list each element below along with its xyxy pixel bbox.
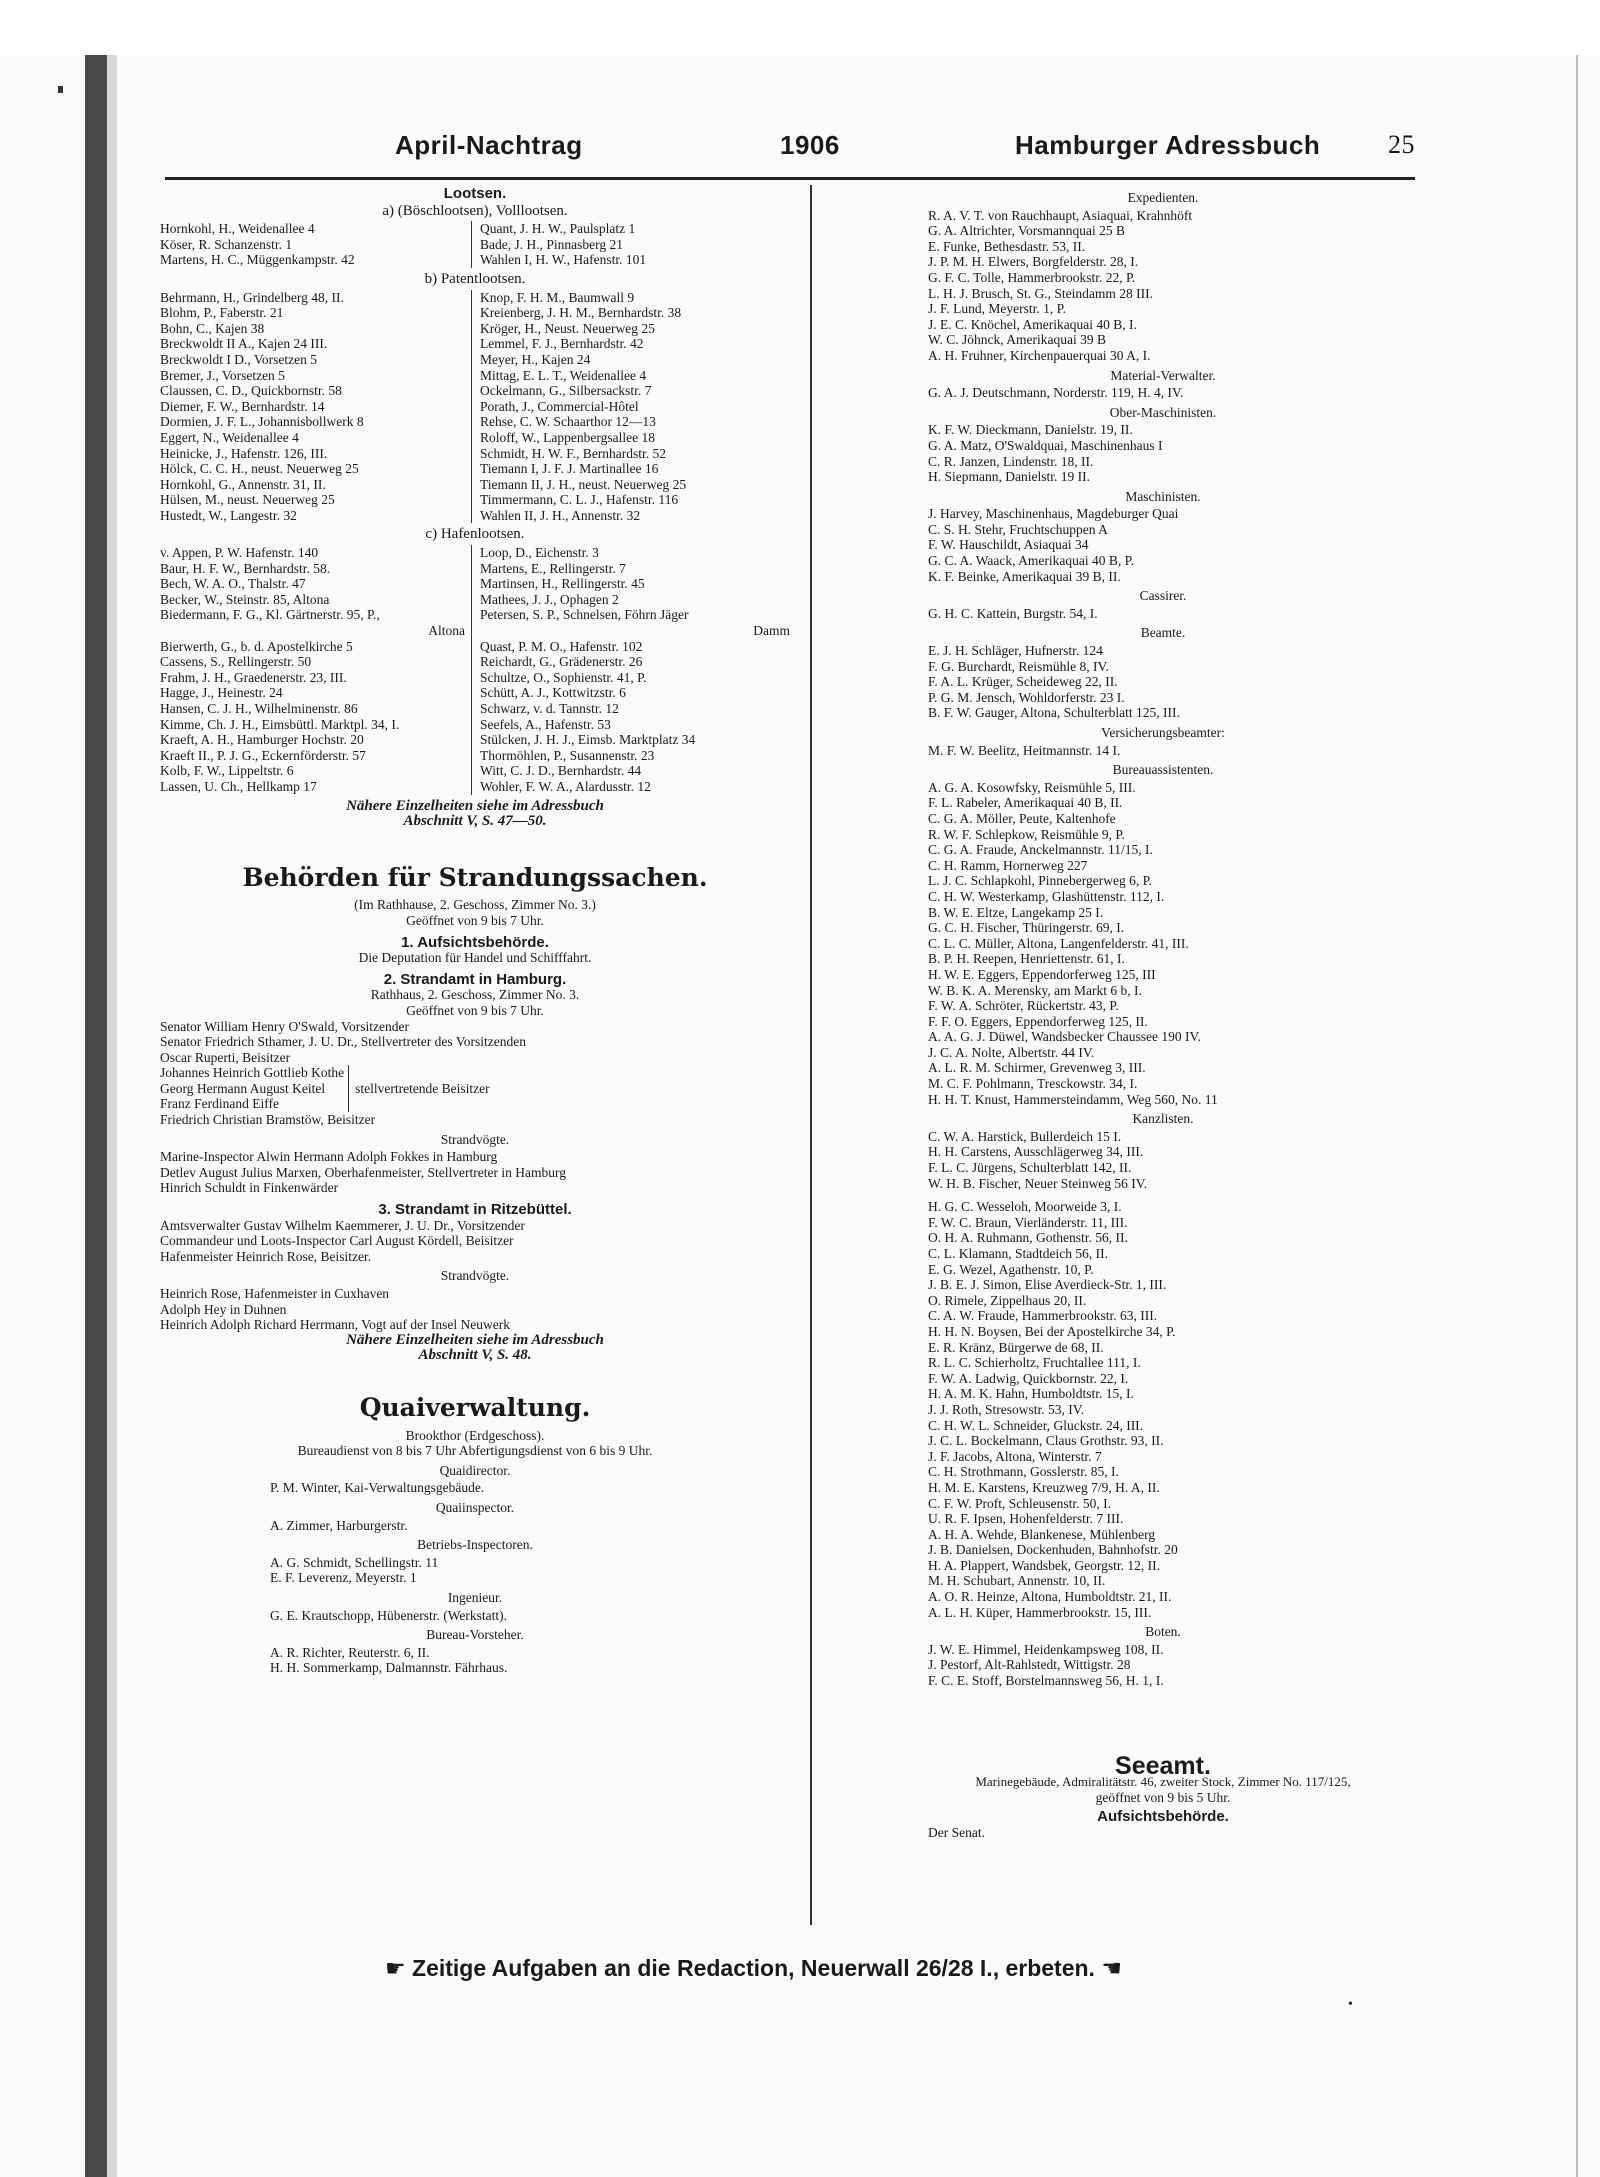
list-item: Thormöhlen, P., Susannenstr. 23 [480,747,655,763]
list-item: Martinsen, H., Rellingerstr. 45 [480,576,645,592]
list-item: F. W. A. Ladwig, Quickbornstr. 22, I. [928,1370,1129,1386]
right-column [928,186,1398,1841]
list-item: J. B. E. J. Simon, Elise Averdieck-Str. 1, III. [928,1277,1167,1293]
s2-vogt [160,1149,790,1196]
page-number: 25 [1388,130,1415,159]
lootsen-c-title: c) Hafenlootsen. [425,526,525,543]
list-item: J. C. A. Nolte, Albertstr. 44 IV. [928,1044,1095,1060]
list-item: Hinrich Schuldt in Finkenwärder [160,1180,339,1196]
footer-text: Zeitige Aufgaben an die Redaction, Neuerwall 26/28 I., erbeten. [412,1955,1095,1981]
header-year: 1906 [780,130,840,160]
scan-margin [0,0,1600,55]
list-item: C. L. Klamann, Stadtdeich 56, II. [928,1246,1108,1261]
list-item: K. F. W. Dieckmann, Danielstr. 19, II. [928,422,1133,438]
list-item: C. R. Janzen, Lindenstr. 18, II. [928,453,1094,469]
list-item: Hölck, C. C. H., neust. Neuerweg 25 [160,461,359,477]
list-item: Mathees, J. J., Ophagen 2 [480,591,619,607]
list-item: Hagge, J., Heinestr. 24 [160,685,283,701]
list-item: Marine-Inspector Alwin Hermann Adolph Fokkes in Hamburg [160,1149,498,1165]
list-item: v. Appen, P. W. Hafenstr. 140 [160,545,319,561]
list-item: C. F. W. Proft, Schleusenstr. 50, I. [928,1495,1112,1511]
lootsen-b-title: b) Patentlootsen. [424,270,526,287]
section-title: Boten. [1145,1624,1181,1640]
list-item: A. R. Richter, Reuterstr. 6, II. [270,1644,430,1660]
list-item: Georg Hermann August Keitel [160,1080,326,1096]
list-item: Seefels, A., Hafenstr. 53 [480,716,611,732]
list-item: Hornkohl, H., Weidenallee 4 [160,221,315,237]
lootsen-note-1: Nähere Einzelheiten siehe im Adressbuch [346,797,604,814]
list-item: G. A. Matz, O'Swaldquai, Maschinenhaus I [928,437,1163,453]
section-title: Beamte. [1140,625,1186,641]
list-item: Tiemann I, J. F. J. Martinallee 16 [480,461,659,477]
list-item: A. O. R. Heinze, Altona, Humboldtstr. 21, II. [928,1589,1172,1605]
list-item: Cassens, S., Rellingerstr. 50 [160,654,312,670]
list-item: H. G. C. Wesseloh, Moorweide 3, I. [928,1199,1122,1215]
list-item: W. B. K. A. Merensky, am Markt 6 b, I. [928,982,1142,998]
list-item: R. W. F. Schlepkow, Reismühle 9, P. [928,826,1125,842]
s2-last: Friedrich Christian Bramstöw, Beisitzer [160,1112,376,1128]
section-body [928,422,1398,484]
list-item: R. L. C. Schierholtz, Fruchtallee 111, I. [928,1355,1141,1371]
list-item: Claussen, C. D., Quickbornstr. 58 [160,383,342,399]
list-item: M. F. W. Beelitz, Heitmannstr. 14 I. [928,742,1121,758]
list-item: Kreienberg, J. H. M., Bernhardstr. 38 [480,305,682,321]
lootsen-a-title: a) (Böschlootsen), Volllootsen. [382,202,568,219]
list-item: B. P. H. Reepen, Henriettenstr. 61, I. [928,951,1125,967]
list-item: Becker, W., Steinstr. 85, Altona [160,591,330,607]
list-item: H. A. M. K. Hahn, Humboldtstr. 15, I. [928,1386,1134,1402]
list-item: Meyer, H., Kajen 24 [480,351,591,367]
lootsen-c-right [472,545,790,795]
list-item: J. Pestorf, Alt-Rahlstedt, Wittigstr. 28 [928,1657,1131,1673]
quai-sections [160,1463,790,1676]
list-item: W. C. Jöhnck, Amerikaquai 39 B [928,332,1106,348]
list-item: Reichardt, G., Grädenerstr. 26 [480,654,643,670]
s2-brace-label: stellvertretende Beisitzer [355,1080,490,1096]
lootsen-b-list [160,290,790,524]
list-item: Biedermann, F. G., Kl. Gärtnerstr. 95, P., [160,607,380,623]
list-item: A. H. A. Wehde, Blankenese, Mühlenberg [928,1526,1156,1542]
list-item: G. C. A. Waack, Amerikaquai 40 B, P. [928,553,1135,569]
seeamt-sub: Aufsichtsbehörde. [1097,1808,1229,1826]
header-title: Hamburger Adressbuch [1015,130,1321,160]
list-item: C. S. H. Stehr, Fruchtschuppen A [928,521,1108,537]
list-item: Altona [428,623,465,639]
section-body [928,208,1398,364]
list-item: Wahlen II, J. H., Annenstr. 32 [480,507,641,523]
list-item: C. H. Strothmann, Gosslerstr. 85, I. [928,1464,1119,1480]
seeamt-last: Der Senat. [928,1825,985,1840]
list-item: Heinicke, J., Hafenstr. 126, III. [160,445,328,461]
section-title: Quaiinspector. [435,1499,515,1515]
list-item: O. H. A. Ruhmann, Gothenstr. 56, II. [928,1230,1128,1246]
list-item: Eggert, N., Weidenallee 4 [160,429,299,445]
list-item: Senator William Henry O'Swald, Vorsitzender [160,1018,409,1034]
list-item: J. C. L. Bockelmann, Claus Grothstr. 93, II. [928,1433,1164,1449]
list-item: Hülsen, M., neust. Neuerweg 25 [160,492,335,508]
section-title: Bureau-Vorsteher. [426,1627,524,1643]
s2-intro-2: Geöffnet von 9 bis 7 Uhr. [406,1002,544,1018]
list-item: M. H. Schubart, Annenstr. 10, II. [928,1573,1106,1589]
list-item: C. G. A. Fraude, Anckelmannstr. 11/15, I. [928,842,1153,858]
list-item: Rehse, C. W. Schaarthor 12—13 [480,414,656,430]
list-item: Diemer, F. W., Bernhardstr. 14 [160,398,325,414]
list-item: J. F. Lund, Meyerstr. 1, P. [928,301,1067,317]
list-item: Bohn, C., Kajen 38 [160,320,265,336]
list-item: Hafenmeister Heinrich Rose, Beisitzer. [160,1248,372,1264]
hand-left-icon: ☚ [1101,1956,1122,1982]
s2-brace-names [160,1065,349,1112]
list-item: A. L. R. M. Schirmer, Grevenweg 3, III. [928,1060,1146,1076]
list-item: Petersen, S. P., Schnelsen, Föhrn Jäger [480,607,689,623]
strandung-note-1: Nähere Einzelheiten siehe im Adressbuch [346,1331,604,1348]
lootsen-a-list [160,221,790,268]
strandung-note-2: Abschnitt V, S. 48. [418,1347,532,1364]
list-item: Frahm, J. H., Graedenerstr. 23, III. [160,669,347,685]
section-title: Expedienten. [1127,190,1199,205]
list-item: H. H. T. Knust, Hammersteindamm, Weg 560, No. 11 [928,1091,1218,1107]
list-item: J. Harvey, Maschinenhaus, Magdeburger Quai [928,506,1179,522]
list-item: Mittag, E. L. T., Weidenallee 4 [480,367,647,383]
list-item: B. F. W. Gauger, Altona, Schulterblatt 125, III. [928,705,1180,721]
section-title: Material-Verwalter. [1110,367,1216,383]
list-item: Kröger, H., Neust. Neuerweg 25 [480,320,655,336]
list-item: H. H. Sommerkamp, Dalmannstr. Fährhaus. [270,1660,508,1676]
section-title: Ingenieur. [447,1589,503,1605]
s3-vogt [160,1286,790,1333]
s2-brace-group [160,1065,790,1112]
list-item: Baur, H. F. W., Bernhardstr. 58. [160,560,331,576]
list-item: E. J. H. Schläger, Hufnerstr. 124 [928,643,1103,659]
s2-intro-1: Rathhaus, 2. Geschoss, Zimmer No. 3. [370,987,580,1003]
header-left: April-Nachtrag [395,130,583,160]
list-item: E. Funke, Bethesdastr. 53, II. [928,238,1086,254]
section-body [160,1645,790,1676]
list-item: Witt, C. J. D., Bernhardstr. 44 [480,763,642,779]
page-edge [1576,55,1578,2177]
list-item: E. F. Leverenz, Meyerstr. 1 [270,1570,417,1586]
list-item: Commandeur und Loots-Inspector Carl August Kördell, Beisitzer [160,1233,514,1249]
list-item: F. W. C. Braun, Vierländerstr. 11, III. [928,1214,1128,1230]
list-item: Heinrich Adolph Richard Herrmann, Vogt auf der Insel Neuwerk [160,1317,511,1333]
lootsen-a-left [160,221,472,268]
list-item: P. M. Winter, Kai-Verwaltungsgebäude. [270,1480,485,1496]
list-item: A. L. H. Küper, Hammerbrookstr. 15, III. [928,1604,1152,1620]
list-item: Quant, J. H. W., Paulsplatz 1 [480,221,636,237]
lootsen-c-left [160,545,472,795]
list-item: P. G. M. Jensch, Wohldorferstr. 23 I. [928,689,1125,705]
list-item: Behrmann, H., Grindelberg 48, II. [160,289,344,305]
section-body [160,1480,790,1496]
list-item: Heinrich Rose, Hafenmeister in Cuxhaven [160,1286,390,1301]
section-title: Kanzlisten. [1132,1111,1194,1127]
section-body [928,1129,1398,1191]
list-item: Köser, R. Schanzenstr. 1 [160,236,293,252]
list-item: Franz Ferdinand Eiffe [160,1096,279,1112]
list-item: E. G. Wezel, Agathenstr. 10, P. [928,1261,1094,1277]
list-item: Wohler, F. W. A., Alardusstr. 12 [480,778,651,794]
list-item: J. J. Roth, Stresowstr. 53, IV. [928,1401,1085,1417]
lootsen-c-list [160,545,790,795]
list-item: Roloff, W., Lappenbergsallee 18 [480,429,655,445]
section-body [928,743,1398,759]
list-item: Johannes Heinrich Gottlieb Kothe [160,1065,345,1081]
list-item: F. L. C. Jürgens, Schulterblatt 142, II. [928,1160,1132,1176]
list-item: C. H. Ramm, Hornerweg 227 [928,857,1088,873]
list-item: H. A. Plappert, Wandsbek, Georgstr. 12, II. [928,1557,1161,1573]
list-item: Kolb, F. W., Lippeltstr. 6 [160,763,294,779]
list-item: Hustedt, W., Langestr. 32 [160,507,297,523]
quai-intro-2: Bureaudienst von 8 bis 7 Uhr Abfertigungsdienst von 6 bis 9 Uhr. [297,1443,653,1459]
list-item: H. Siepmann, Danielstr. 19 II. [928,469,1090,485]
s2-members [160,1019,790,1066]
list-item: Breckwoldt I D., Vorsetzen 5 [160,351,317,367]
right-sections [928,190,1398,1689]
list-item: C. H. W. L. Schneider, Gluckstr. 24, III. [928,1417,1144,1433]
list-item: O. Rimele, Zippelhaus 20, II. [928,1292,1087,1308]
list-item: Ockelmann, G., Silbersackstr. 7 [480,383,652,399]
list-item: Lemmel, F. J., Bernhardstr. 42 [480,336,644,352]
lootsen-b-left [160,290,472,524]
list-item: Kraeft II., P. J. G., Eckernförderstr. 57 [160,747,366,763]
section-title: Ober-Maschinisten. [1109,404,1217,420]
footer-notice [385,1955,1285,1982]
list-item: Bremer, J., Vorsetzen 5 [160,367,285,383]
section-title: Betriebs-Inspectoren. [417,1537,533,1553]
list-item: B. W. E. Eltze, Langekamp 25 I. [928,904,1104,920]
section-body [928,606,1398,622]
list-item: G. F. C. Tolle, Hammerbrookstr. 22, P. [928,269,1136,285]
ink-dot: • [1348,1997,1353,2012]
list-item: Schütt, A. J., Kottwitzstr. 6 [480,685,626,701]
list-item: F. W. Hauschildt, Asiaquai 34 [928,537,1089,553]
list-item: A. G. A. Kosowfsky, Reismühle 5, III. [928,779,1136,795]
list-item: Schmidt, H. W. F., Bernhardstr. 52 [480,445,667,461]
s3-vogt-title: Strandvögte. [440,1268,510,1284]
list-item: A. A. G. J. Düwel, Wandsbecker Chaussee 190 IV. [928,1029,1201,1045]
list-item: A. G. Schmidt, Schellingstr. 11 [270,1554,439,1570]
section-title: Versicherungsbeamter: [1101,725,1225,740]
seeamt-title: Seeamt. [1115,1751,1211,1780]
list-item: Amtsverwalter Gustav Wilhelm Kaemmerer, J. U. Dr., Vorsitzender [160,1217,525,1233]
strandung-intro-2: Geöffnet von 9 bis 7 Uhr. [406,912,544,928]
list-item: Damm [753,623,790,639]
list-item: C. L. C. Müller, Altona, Langenfelderstr. 41, III. [928,935,1189,951]
list-item: Knop, F. H. M., Baumwall 9 [480,289,635,305]
section-body [928,780,1398,1107]
list-item: J. W. E. Himmel, Heidenkampsweg 108, II. [928,1641,1164,1657]
page-header [165,130,1415,166]
section-body [928,1199,1398,1620]
list-item: Detlev August Julius Marxen, Oberhafenmeister, Stellvertreter in Hamburg [160,1164,566,1180]
lootsen-note-2: Abschnitt V, S. 47—50. [403,813,547,830]
list-item: Tiemann II, J. H., neust. Neuerweg 25 [480,476,687,492]
list-item: Kimme, Ch. J. H., Eimsbüttl. Marktpl. 34, I. [160,716,400,732]
list-item: J. E. C. Knöchel, Amerikaquai 40 B, I. [928,316,1137,332]
section-title: Bureauassistenten. [1112,762,1214,778]
section-body [160,1555,790,1586]
list-item: C. W. A. Harstick, Bullerdeich 15 I. [928,1128,1122,1144]
list-item: G. C. H. Fischer, Thüringerstr. 69, I. [928,920,1125,936]
list-item: Hansen, C. J. H., Wilhelminenstr. 86 [160,701,358,716]
seeamt-line-1: Marinegebäude, Admiralitätstr. 46, zweiter Stock, Zimmer No. 117/125, [975,1774,1351,1790]
list-item: F. F. O. Eggers, Eppendorferweg 125, II. [928,1013,1148,1029]
quai-intro-1: Brookthor (Erdgeschoss). [405,1427,545,1443]
list-item: A. Zimmer, Harburgerstr. [270,1517,408,1533]
section-body [928,1642,1398,1689]
book-spine [85,55,107,2177]
list-item: C. H. W. Westerkamp, Glashüttenstr. 112, I. [928,888,1165,904]
list-item: G. A. J. Deutschmann, Norderstr. 119, H. 4, IV. [928,385,1184,401]
scan-mark [58,86,63,93]
list-item: H. H. Carstens, Ausschlägerweg 34, III. [928,1144,1144,1160]
list-item: Quast, P. M. O., Hafenstr. 102 [480,638,643,654]
list-item: K. F. Beinke, Amerikaquai 39 B, II. [928,568,1121,584]
s2-title: 2. Strandamt in Hamburg. [383,970,567,988]
section-body [928,385,1398,401]
s1-text: Die Deputation für Handel und Schifffahrt. [358,950,592,966]
list-item: G. H. C. Kattein, Burgstr. 54, I. [928,605,1098,621]
list-item: Martens, H. C., Müggenkampstr. 42 [160,252,355,268]
list-item: Porath, J., Commercial-Hôtel [480,398,639,414]
list-item: Kraeft, A. H., Hamburger Hochstr. 20 [160,732,364,748]
quai-title: Quaiverwaltung. [359,1392,591,1422]
list-item: R. A. V. T. von Rauchhaupt, Asiaquai, Krahnhöft [928,207,1193,223]
list-item: J. P. M. H. Elwers, Borgfelderstr. 28, I. [928,254,1139,270]
list-item: Stülcken, J. H. J., Eimsb. Marktplatz 34 [480,732,696,748]
section-gap [928,1191,1398,1199]
list-item: H. W. E. Eggers, Eppendorferweg 125, III [928,966,1156,982]
list-item: Dormien, J. F. L., Johannisbollwerk 8 [160,414,364,430]
list-item: F. W. A. Schröter, Rückertstr. 43, P. [928,998,1119,1014]
list-item: F. C. E. Stoff, Borstelmannsweg 56, H. 1, I. [928,1673,1164,1689]
list-item: E. R. Kränz, Bürgerwe de 68, II. [928,1339,1104,1355]
strandung-intro-1: (Im Rathhause, 2. Geschoss, Zimmer No. 3.) [354,897,596,913]
list-item: Martens, E., Rellingerstr. 7 [480,560,626,576]
list-item: G. E. Krautschopp, Hübenerstr. (Werkstatt). [270,1607,507,1623]
list-item: J. B. Danielsen, Dockenhuden, Bahnhofstr. 20 [928,1542,1178,1558]
list-item: C. G. A. Möller, Peute, Kaltenhofe [928,810,1116,826]
list-item: Schultze, O., Sophienstr. 41, P. [480,669,647,685]
spine-shadow [107,55,117,2177]
column-divider [810,185,812,1925]
lootsen-a-right [472,221,790,268]
list-item: H. M. E. Karstens, Kreuzweg 7/9, H. A, II. [928,1479,1160,1495]
list-item: C. A. W. Fraude, Hammerbrookstr. 63, III. [928,1308,1158,1324]
section-title: Quaidirector. [439,1462,511,1478]
list-item: Wahlen I, H. W., Hafenstr. 101 [480,252,647,268]
list-item: Schwarz, v. d. Tannstr. 12 [480,701,619,716]
list-item: L. J. C. Schlapkohl, Pinnebergerweg 6, P. [928,873,1152,889]
list-item: F. L. Rabeler, Amerikaquai 40 B, II. [928,795,1123,811]
section-title: Maschinisten. [1125,488,1201,504]
section-body [160,1608,790,1624]
lootsen-b-right [472,290,790,524]
section-body [928,643,1398,721]
seeamt-line-2: geöffnet von 9 bis 5 Uhr. [1095,1789,1231,1805]
list-item: M. C. F. Pohlmann, Tresckowstr. 34, I. [928,1076,1138,1092]
list-item: Senator Friedrich Sthamer, J. U. Dr., Stellvertreter des Vorsitzenden [160,1034,527,1050]
list-item: Lassen, U. Ch., Hellkamp 17 [160,778,317,794]
list-item: G. A. Altrichter, Vorsmannquai 25 B [928,223,1125,239]
left-column [160,186,790,1676]
list-item: L. H. J. Brusch, St. G., Steindamm 28 III. [928,285,1153,301]
strandung-title: Behörden für Strandungssachen. [242,862,708,892]
list-item: Adolph Hey in Duhnen [160,1301,287,1317]
list-item: Blohm, P., Faberstr. 21 [160,305,284,321]
s3-title: 3. Strandamt in Ritzebüttel. [378,1201,572,1219]
list-item: F. A. L. Krüger, Scheideweg 22, II. [928,674,1118,690]
list-item: Bech, W. A. O., Thalstr. 47 [160,576,306,592]
s3-members [160,1218,790,1265]
list-item: F. G. Burchardt, Reismühle 8, IV. [928,658,1109,674]
section-body [928,506,1398,584]
section-body [160,1518,790,1534]
list-item: Loop, D., Eichenstr. 3 [480,545,599,561]
list-item: W. H. B. Fischer, Neuer Steinweg 56 IV. [928,1175,1148,1191]
hand-right-icon: ☛ [385,1956,406,1982]
list-item: Bade, J. H., Pinnasberg 21 [480,236,623,252]
section-title: Cassirer. [1139,588,1187,604]
s1-title: 1. Aufsichtsbehörde. [401,933,549,951]
lootsen-title: Lootsen. [443,185,507,202]
list-item: Timmermann, C. L. J., Hafenstr. 116 [480,492,679,508]
list-item: Bierwerth, G., b. d. Apostelkirche 5 [160,638,353,654]
list-item: A. H. Fruhner, Kirchenpauerquai 30 A, I. [928,347,1151,363]
list-item: Hornkohl, G., Annenstr. 31, II. [160,476,326,492]
list-item: U. R. F. Ipsen, Hohenfelderstr. 7 III. [928,1511,1124,1527]
list-item: H. H. N. Boysen, Bei der Apostelkirche 34, P. [928,1323,1176,1339]
list-item: Oscar Ruperti, Beisitzer [160,1049,291,1065]
list-item: Breckwoldt II A., Kajen 24 III. [160,336,328,352]
s2-vogt-title: Strandvögte. [440,1131,510,1147]
header-rule [165,177,1415,180]
list-item: J. F. Jacobs, Altona, Winterstr. 7 [928,1448,1102,1464]
